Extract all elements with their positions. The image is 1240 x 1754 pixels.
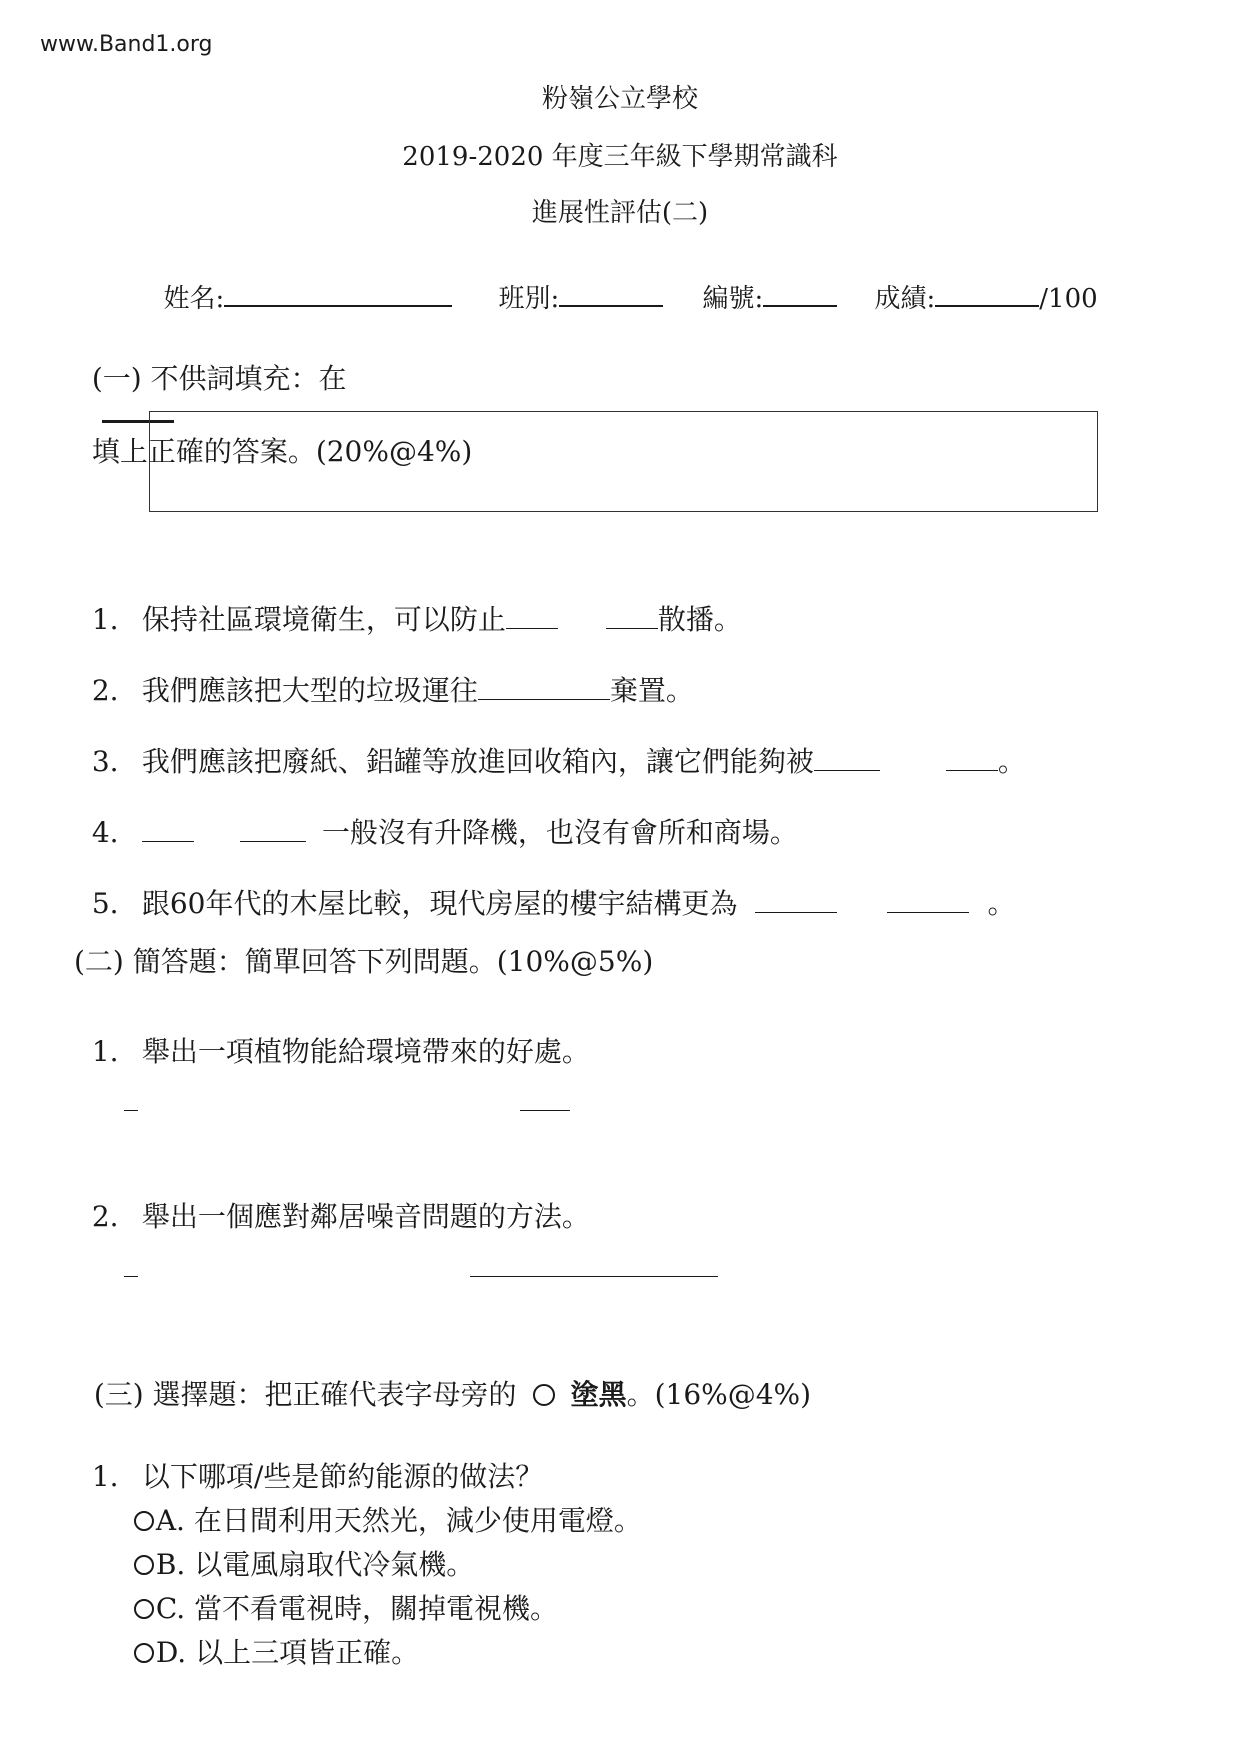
- question-number: 2.: [91, 1200, 119, 1233]
- question-number: 3.: [91, 745, 119, 778]
- question-number: 4.: [91, 816, 119, 849]
- radio-circle-icon[interactable]: [134, 1643, 154, 1663]
- question-text: 我們應該把廢紙、鋁罐等放進回收箱內，讓它們能夠被: [141, 745, 814, 778]
- answer-line[interactable]: [520, 1110, 570, 1111]
- question-number: 1.: [91, 1035, 119, 1068]
- number-field: [686, 248, 837, 315]
- section2-title: (二) 簡答題：簡單回答下列問題。(10%@5%): [74, 945, 654, 978]
- answer-line[interactable]: [470, 1276, 718, 1277]
- option-d[interactable]: [116, 1598, 419, 1671]
- question-text: 散播。: [657, 603, 742, 636]
- option-text: D. 以上三項皆正確。: [155, 1636, 420, 1669]
- section1-title-post: 填上正確的答案。(20%@4%): [91, 435, 473, 468]
- site-url: www.Band1.org: [40, 32, 213, 57]
- term-title: 2019-2020 年度三年級下學期常識科: [402, 142, 838, 172]
- answer-blank[interactable]: [946, 748, 998, 771]
- question-text: 我們應該把大型的垃圾運往: [141, 674, 478, 707]
- score-total: /100: [1039, 284, 1098, 314]
- option-text: B. 以電風扇取代冷氣機。: [155, 1548, 475, 1581]
- s1-question-4: [74, 778, 798, 851]
- option-text: C. 當不看電視時，關掉電視機。: [155, 1592, 559, 1625]
- question-text: 舉出一項植物能給環境帶來的好處。: [141, 1035, 590, 1068]
- section3-title-post: 。(16%@4%): [626, 1378, 812, 1411]
- answer-blank[interactable]: [814, 748, 880, 771]
- section1-title-pre: (一) 不供詞填充：在: [91, 362, 347, 395]
- name-label: 姓名:: [163, 284, 225, 314]
- question-number: 2.: [91, 674, 119, 707]
- section3-title-bold: 塗黑: [570, 1378, 627, 1411]
- class-label: 班別:: [498, 284, 560, 314]
- question-number: 1.: [91, 603, 119, 636]
- question-text: 跟60年代的木屋比較，現代房屋的樓宇結構更為: [141, 887, 738, 920]
- score-label: 成績:: [874, 284, 936, 314]
- s1-question-5: [74, 849, 1015, 922]
- name-field: [147, 248, 452, 315]
- answer-blank[interactable]: [887, 890, 969, 913]
- answer-line[interactable]: [124, 1276, 138, 1277]
- school-name: 粉嶺公立學校: [541, 84, 698, 114]
- answer-blank[interactable]: [142, 819, 194, 842]
- question-text: 棄置。: [609, 674, 694, 707]
- question-text: 。: [997, 745, 1026, 778]
- answer-blank[interactable]: [478, 677, 610, 700]
- question-number: 1.: [91, 1460, 119, 1493]
- circle-icon: [533, 1384, 555, 1406]
- question-text: 舉出一個應對鄰居噪音問題的方法。: [141, 1200, 590, 1233]
- score-blank[interactable]: [935, 281, 1039, 307]
- s1-question-2: [74, 636, 694, 709]
- question-text: 保持社區環境衛生，可以防止: [141, 603, 506, 636]
- section3-title: [76, 1340, 811, 1413]
- answer-blank[interactable]: [506, 606, 558, 629]
- name-blank[interactable]: [224, 281, 452, 307]
- s2-question-1: [74, 997, 590, 1070]
- answer-blank[interactable]: [240, 819, 306, 842]
- question-text: 一般沒有升降機，也沒有會所和商場。: [321, 816, 798, 849]
- question-text: 。: [987, 887, 1016, 920]
- answer-blank[interactable]: [755, 890, 837, 913]
- score-field: [858, 248, 1098, 315]
- word-box: [149, 411, 1098, 512]
- class-field: [482, 248, 663, 315]
- question-number: 5.: [91, 887, 119, 920]
- answer-line[interactable]: [124, 1110, 138, 1111]
- s1-question-1: [74, 565, 742, 638]
- answer-blank[interactable]: [606, 606, 658, 629]
- number-label: 編號:: [702, 284, 764, 314]
- number-blank[interactable]: [763, 281, 837, 307]
- question-text: 以下哪項/些是節約能源的做法？: [141, 1460, 544, 1493]
- class-blank[interactable]: [559, 281, 663, 307]
- s1-question-3: [74, 707, 1026, 780]
- s2-question-2: [74, 1162, 590, 1235]
- assessment-title: 進展性評估(二): [531, 198, 709, 228]
- option-text: A. 在日間利用天然光，減少使用電燈。: [155, 1504, 642, 1537]
- section3-title-pre: (三) 選擇題：把正確代表字母旁的: [93, 1378, 517, 1411]
